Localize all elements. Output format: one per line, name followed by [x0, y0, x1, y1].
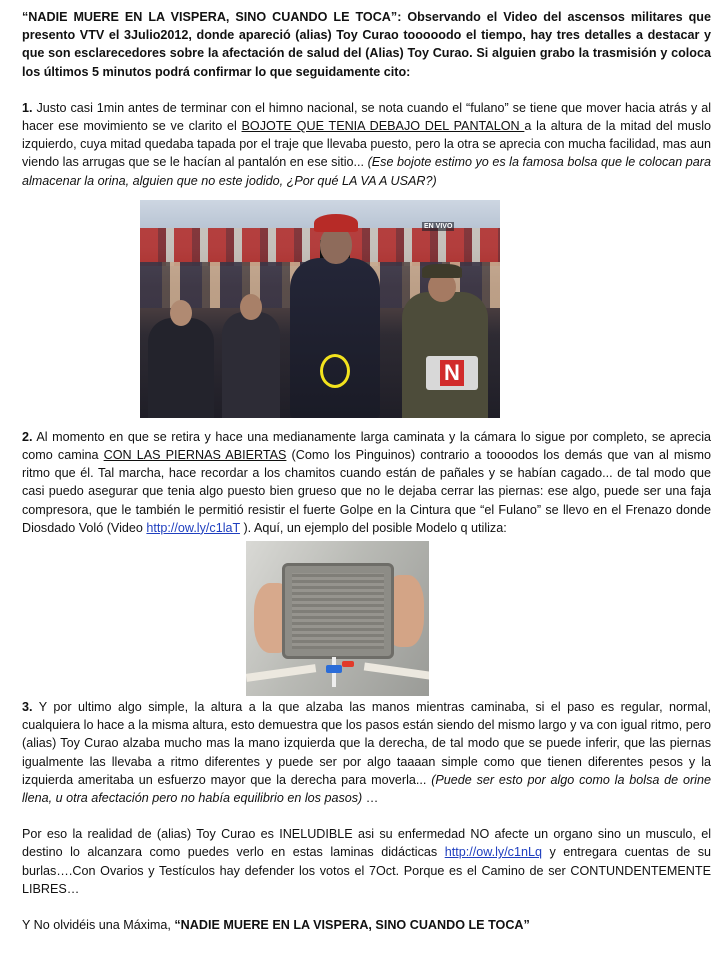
point-3-text-a: Y por ultimo algo simple, la altura a la que alzaba las manos mientras caminaba, si el paso es regular, normal, cualquiera lo hace a la misma altura, esto demuestra que los pasos están siendo del mismo largo y va con igual ritmo, pero (alias) Toy Curao alzaba mucho mas la mano izquierda que la derecha, de tal modo que se puede inferir, que las piernas igualmente las llevaba a ritmo diferentes y puede ser por algo taaaan simple como que tienen diferentes pesos y la izquierda ameritaba un esfuerzo mayor que la derecha para moverla...	[22, 700, 711, 787]
channel-logo: N	[426, 356, 478, 390]
point-1-paragraph	[22, 99, 711, 190]
intro-paragraph	[22, 8, 711, 81]
point-2-number: 2.	[22, 429, 33, 444]
lessons-link[interactable]: http://ow.ly/c1nLq	[444, 845, 542, 860]
closing-text: Y No olvidéis una Máxima,	[22, 918, 175, 933]
live-overlay-label: EN VIVO	[424, 222, 453, 230]
video-link[interactable]: http://ow.ly/c1laT	[146, 520, 240, 535]
point-2-text-c: ). Aquí, un ejemplo del posible Modelo q utiliza:	[239, 520, 507, 535]
ceremony-photo	[140, 200, 500, 418]
point-3-text-b: …	[362, 791, 379, 806]
point-1-number: 1.	[22, 100, 33, 115]
point-2-underline: CON LAS PIERNAS ABIERTAS	[103, 448, 287, 463]
conclusion-text-a: Por eso la realidad de (alias) Toy Curao es INELUDIBLE asi su enfermedad NO afecte un organo sino un musculo, el destino lo alcanzara como puedes verlo en estas laminas didácticas	[22, 827, 711, 860]
point-1-text-b: a la altura de la mitad del muslo izquierdo, cuya mitad quedaba tapada por el traje que llevaba puesto, pero la otra se aprecia con mucha facilidad, mas aun viendo las arrugas que se le hacían al pantalón en ese sitio...	[22, 119, 712, 170]
intro-quote: “NADIE MUERE EN LA VISPERA, SINO CUANDO LE TOCA”	[22, 10, 398, 24]
point-2-text-a: Al momento en que se retira y hace una medianamente larga caminata y la cámara lo sigue por completo, se aprecia como camina	[22, 429, 711, 463]
document-page	[22, 8, 711, 934]
closing-quote: “NADIE MUERE EN LA VISPERA, SINO CUANDO LE TOCA”	[174, 918, 530, 933]
point-1-text-a: Justo casi 1min antes de terminar con el himno nacional, se nota cuando el “fulano” se tiene que mover hacia atrás y al hacer ese movimiento se ve clarito el	[22, 100, 711, 134]
point-3-paragraph	[22, 698, 711, 807]
point-1-underline: BOJOTE QUE TENIA DEBAJO DEL PANTALON	[241, 119, 525, 134]
point-2-text-b: (Como los Pinguinos) contrario a toooodos los demás que van al mismo ritmo que él. Tal marcha, hace recordar a los chamitos cuando están de pañales y se habían cagado... de tal modo que casi puedo asegurar que tenia algo puesto bien grueso que no le dejaba cerrar las piernas: ese algo, puede ser una faja compresora, que le también le permitió resistir el fuerte Golpe en la Cintura que “el Fulano” se llevo en el Frenazo donde Diosdado Voló (Video	[22, 448, 711, 535]
urine-bag-photo	[246, 541, 429, 696]
point-1-italic: (Ese bojote estimo yo es la famosa bolsa que le colocan para almacenar la orina, alguien que no este jodido, ¿Por qué LA VA A USAR?)	[22, 155, 711, 188]
intro-text: : Observando el Video del ascensos militares que presento VTV el 3Julio2012, donde apareció (alias) Toy Curao tooooodo el tiempo, hay tres detalles a destacar y que son esclarecedores sobre la afectación de salud del (Alias) Toy Curao. Si alguien grabo la trasmisión y coloca los últimos 5 minutos podrá confirmar lo que seguidamente cito:	[22, 10, 711, 79]
conclusion-paragraph	[22, 825, 711, 898]
conclusion-text-b: y entregara cuentas de su burlas….Con Ovarios y Testículos hay defender los votos el 7Oct. Porque es el Camino de ser CONTUNDENTEMENTE LIBRES…	[22, 845, 711, 896]
point-2-paragraph	[22, 428, 711, 537]
point-3-number: 3.	[22, 700, 33, 715]
highlight-circle	[320, 354, 350, 388]
closing-paragraph	[22, 916, 711, 934]
point-3-italic: (Puede ser esto por algo como la bolsa de orine llena, u otra afectación pero no había equilibrio en los pasos)	[22, 772, 711, 806]
